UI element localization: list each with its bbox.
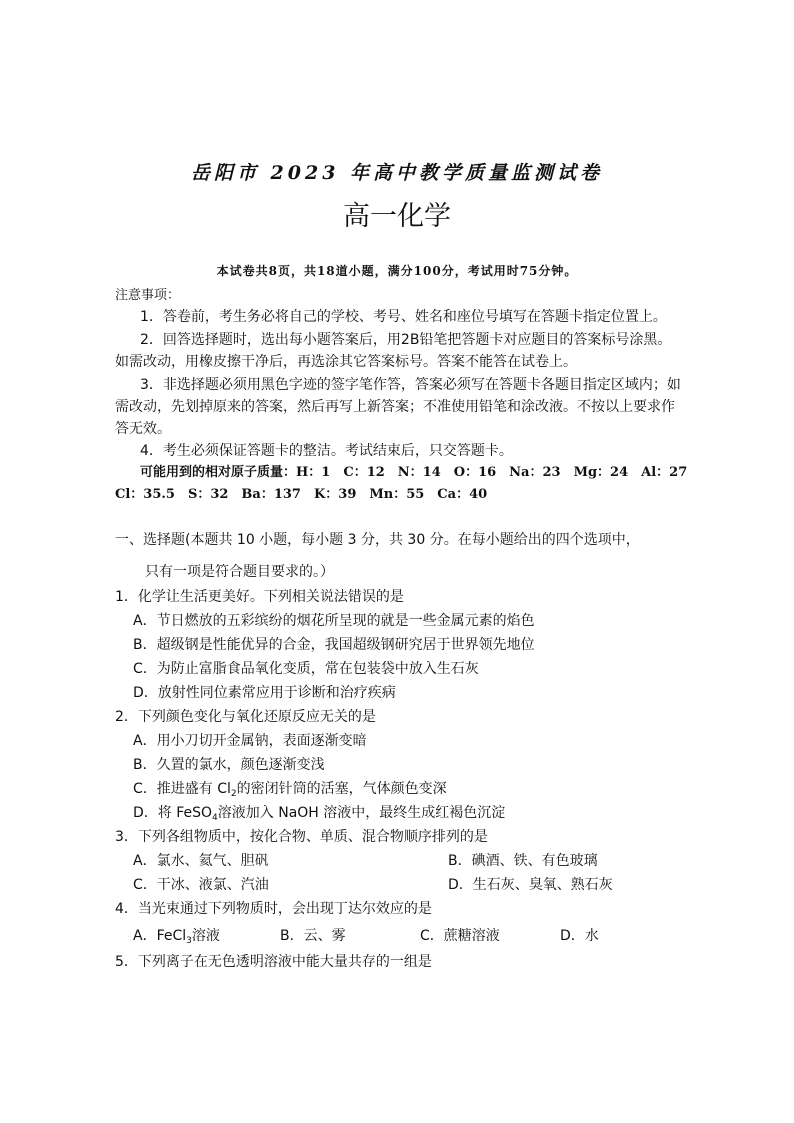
q4-a-pre: A．FeCl [133,928,187,944]
q2-c-sub: 2 [230,789,237,799]
q3-option-d: D．生石灰、臭氧、熟石灰 [448,877,613,893]
q4-stem: 4．当光束通过下列物质时，会出现丁达尔效应的是 [115,901,432,917]
q1-stem: 1．化学让生活更美好。下列相关说法错误的是 [115,589,404,605]
q2-option-d [133,803,505,823]
q4-a-sub: 3 [186,936,192,946]
note-3c: 答无效。 [115,421,171,437]
q2-option-c [133,779,447,799]
note-2b: 如需改动，用橡皮擦干净后，再选涂其它答案标号。答案不能答在试卷上。 [115,354,577,370]
q3-option-c: C．干冰、液氯、汽油 [133,877,269,893]
note-4: 4．考生必须保证答题卡的整洁。考试结束后，只交答题卡。 [140,443,513,459]
atomic-mass-values-1: H：1 C：12 N：14 O：16 Na：23 Mg：24 Al：27 [296,465,688,480]
note-1: 1．答卷前，考生务必将自己的学校、考号、姓名和座位号填写在答题卡指定位置上。 [140,309,667,325]
section-heading-b: 只有一项是符合题目要求的。） [145,564,334,580]
q4-option-a [133,926,220,946]
q1-option-d: D．放射性同位素常应用于诊断和治疗疾病 [133,685,396,701]
note-2a: 2．回答选择题时，选出每小题答案后，用2B铅笔把答题卡对应题目的答案标号涂黑。 [140,332,672,348]
q4-option-b: B．云、雾 [280,928,346,944]
q4-option-c: C．蔗糖溶液 [420,928,500,944]
note-3b: 需改动，先划掉原来的答案，然后再写上新答案；不准使用铅笔和涂改液。不按以上要求作 [115,399,675,415]
q2-stem: 2．下列颜色变化与氧化还原反应无关的是 [115,709,376,725]
q5-stem: 5．下列离子在无色透明溶液中能大量共存的一组是 [115,954,432,970]
q3-stem: 3．下列各组物质中，按化合物、单质、混合物顺序排列的是 [115,829,488,845]
q4-option-d: D．水 [560,928,599,944]
q1-option-b: B．超级钢是性能优异的合金，我国超级钢研究居于世界领先地位 [133,637,535,653]
q2-option-b: B．久置的氯水，颜色逐渐变浅 [133,757,325,773]
atomic-mass-label: 可能用到的相对原子质量： [140,465,297,480]
exam-title: 岳阳市 2023 年高中教学质量监测试卷 [190,162,604,184]
q3-option-b: B．碘酒、铁、有色玻璃 [448,853,598,869]
atomic-mass-line-1 [140,463,687,483]
q2-c-post: 的密闭针筒的活塞，气体颜色变深 [236,781,447,797]
q1-option-a: A．节日燃放的五彩缤纷的烟花所呈现的就是一些金属元素的焰色 [133,613,535,629]
q2-option-a: A．用小刀切开金属钠，表面逐渐变暗 [133,733,367,749]
q2-c-pre: C．推进盛有 Cl [133,781,231,797]
q2-d-post: 溶液加入 NaOH 溶液中，最终生成红褐色沉淀 [217,805,506,821]
q2-d-sub: 4 [212,813,218,823]
q3-option-a: A．氯水、氦气、胆矾 [133,853,269,869]
atomic-mass-line-2: Cl：35.5 S：32 Ba：137 K：39 Mn：55 Ca：40 [115,487,488,502]
note-3a: 3．非选择题必须用黑色字迹的签字笔作答，答案必须写在答题卡各题目指定区域内；如 [140,377,681,393]
q2-d-pre: D．将 FeSO [133,805,213,821]
section-heading-a: 一、选择题(本题共 10 小题，每小题 3 分，共 30 分。在每小题给出的四个选项中， [115,532,640,548]
q4-a-post: 溶液 [191,928,220,944]
notes-heading: 注意事项： [115,288,181,303]
exam-meta: 本试卷共8页，共18道小题，满分100分，考试用时75分钟。 [216,264,578,278]
subject-title: 高一化学 [343,201,451,232]
q1-option-c: C．为防止富脂食品氧化变质，常在包装袋中放入生石灰 [133,661,479,677]
